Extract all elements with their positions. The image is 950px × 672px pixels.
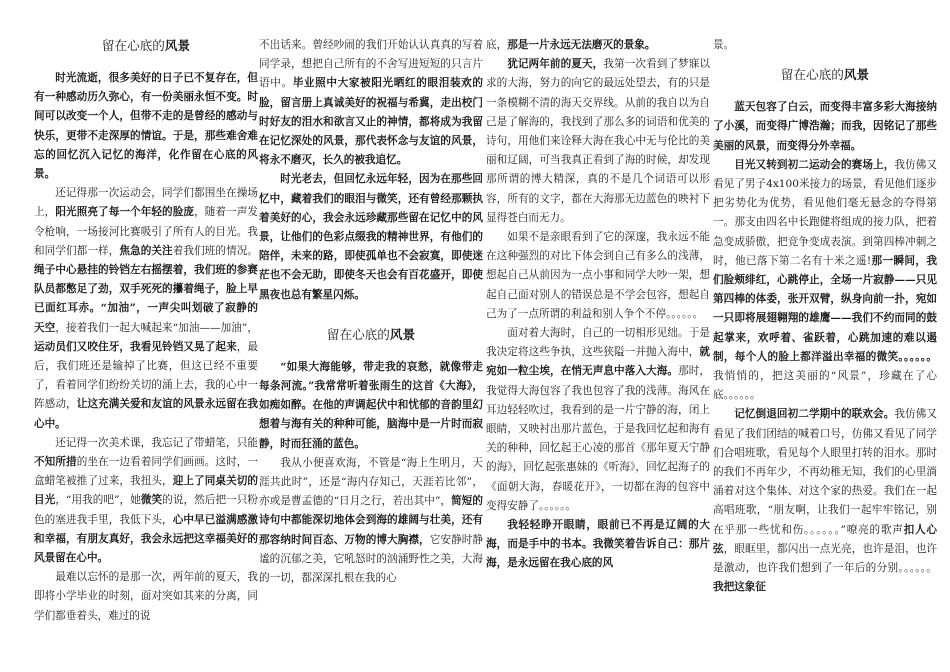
text-run: ，“用我的吧”，她 [55, 494, 141, 507]
text-run: ，随着一声发令枪响，一场接河比赛吸引了所有人的目光。我和同学们都一样， [34, 206, 258, 257]
text-column-2 [259, 36, 483, 666]
paragraph [259, 36, 483, 170]
text-run-bold: 我常常听着张雨生的这首《大海》，如痴如醉。在他的声调起伏中和忧郁的音韵里幻想着与海有关的种种可能，脑海中是一片时而寂静，时而狂涌的蓝色。 [259, 380, 483, 450]
paragraph: 蓝天包容了白云，而变得丰富多彩大海接纳了小溪，而变得广博浩瀚；而我，因铭记了那些美丽的风景，而变得分外幸福。 [713, 101, 937, 152]
text-run: 还记得那一次运动会，同学们都围坐在操场上， [34, 187, 258, 219]
paragraph: 我轻轻睁开眼睛，眼前已不再是辽阔的大海，而是手中的书本。我微笑着告诉自己：那片海，是永远留在我心底的风 [486, 519, 710, 570]
spacer [713, 55, 937, 65]
text-run: ，接着我们一起大喊起来“加油——加油”， [55, 321, 258, 334]
text-run-bold: 扣人心弦 [713, 523, 937, 555]
paragraph [713, 156, 937, 406]
paragraph: 最难以忘怀的是那一次，两年前的夏天，我即将小学毕业的时刻，面对突如其来的分离，同学们都垂着头，难过的说 [34, 571, 258, 622]
title-prefix: 留在心底的 [101, 38, 165, 53]
paragraph [486, 55, 710, 228]
text-run: 我仿佛又看见了我们团结的喊着口号，仿佛又看见了同学们合唱班歌，看见每个人眼里打转的泪水。那时的我们不再年少，不再幼稚无知，我们的心里淌涌着对这个集体、对这个家的热爱。我们在一起高唱班歌，“朋友啊，让我们一起牢牢铭记，别在乎那一些忧和伤。。。。。。”嘹亮的歌声 [713, 408, 937, 536]
text-run-bold: 毕业照中大家被阳光晒红的眼泪装欢的脸，留言册上真诚美好的祝福与希冀，走出校门时好友的泪水和欲言又止的神情，都将成为我留在记忆深处的风景，那代表怀念与友谊的风景，将永不磨灭，长久的被我追忆。 [259, 77, 483, 167]
text-run-bold: 迎上了同桌关切的目光 [34, 475, 258, 507]
spacer [259, 305, 483, 325]
paragraph [486, 324, 710, 516]
text-run-bold: “如果大海能够，带走我的哀愁，就像带走每条河流。” [259, 360, 483, 393]
text-column-3 [486, 36, 710, 666]
text-run: 我第一次看到了梦寐以求的大海，努力的向它的最远处望去，有的只是一条模糊不清的海天交界线。从前的我自以为自己是了解海的，我找到了那么多的词语和优美的诗句，用他们来诠释大海在我心中无与伦比的美丽和辽阔，可当我真正看到了海的时候，却发现那所谓的博大精深，真的不是几个词语可以形容，所有的文字，都在大海那无边蓝色的映衬下显得苍白而无力。 [486, 58, 710, 224]
title-prefix: 留在心底的 [780, 67, 844, 83]
title-strong: 风景 [843, 67, 870, 83]
text-run-bold: 犹记两年前的夏天， [507, 58, 604, 71]
text-run-bold: 我把这象征 [713, 581, 766, 594]
paragraph: 景。 [713, 39, 735, 51]
text-column-4 [713, 36, 937, 666]
paragraph: 时光老去，但回忆永远年轻，因为在那些回忆中，藏着我们的眼泪与微笑，还有曾经那颗执着美好的心，我会永远珍藏那些留在记忆中的风景，让他们的色彩点缀我的精神世界，有他们的陪伴，未来的路，即使孤单也不会寂寞，即使迷茫也不会无助，即使冬天也会有百花盛开，即使黑夜也总有繁星闪烁。 [259, 173, 483, 301]
text-run-bold: 绳子中心悬挂的铃铛左右摇摆着，我们班的参赛队员都憋足了劲，双手死死的攥着绳子，脸上早已面红耳赤。 [34, 264, 258, 315]
text-run: 我仿佛又看见了男子4x100米接力的场景，看见他们逐步把劣势化为优势，看见他们毫无悬念的夺得第一。那支由四名中长跑健将组成的接力队，把着急变成骄傲，把竞争变成表演。到第四棒冲刺之时，他已落下第二名有十米之遥! [713, 158, 937, 267]
text-run: 还记得一次美术课，我忘记了带蜡笔，只能 [55, 436, 258, 449]
text-run-bold: 阳光照亮了每一个年轻的脸庞 [55, 206, 195, 219]
text-run: ，最后，我们班还是输掉了比赛，但这已经不重要了，看着同学们纷纷关切的涌上去，我的心中一阵感动， [34, 340, 258, 411]
paragraph: 如果不是亲眼看到了它的深邃，我永远不能在这种强烈的对比下体会到自己有多么的浅薄，想起自己从前因为一点小事和同学大吵一架，想起自己面对别人的错误总是不学会包容，想起自己为了一点所谓的利益和别人争个不停。。。。。。 [486, 231, 710, 320]
paragraph [34, 184, 258, 434]
title-strong: 风景 [164, 38, 191, 53]
text-run-bold: 让这充满关爱和友谊的风景永远留在我心中。 [34, 398, 258, 430]
paragraph [259, 358, 483, 454]
text-run-bold: 焦急的关注 [119, 244, 173, 257]
text-run-bold: 运动员们又咬住牙，我看见铃铛又晃了起来 [34, 340, 237, 353]
paragraph [713, 405, 937, 597]
text-run-bold: 就宛如一粒尘埃，在悄无声息中落入大海。 [486, 346, 710, 378]
text-run: 的说，然后把一只粉色的塞进我手里，我低下头， [34, 494, 258, 526]
text-run: 面对着大海时，自己的一切相形见绌。于是我决定将这些争执，这些狭隘一并抛入海中， [486, 327, 710, 359]
title-strong: 风景 [389, 326, 416, 342]
essay-title-1 [34, 36, 258, 55]
text-run-bold: 那是一片永远无法磨灭的景象。 [507, 39, 656, 51]
paragraph [34, 434, 258, 568]
paragraph [486, 36, 710, 55]
paragraph: 时光流逝，很多美好的日子已不复存在，但有一种感动历久弥心，有一份美丽永恒不变。时间可以改变一个人，但带不走的是曾经的感动与快乐，更带不走深厚的情谊。于是，那些难舍难忘的回忆沉入记忆的海洋，化作留在心底的风景。 [34, 72, 258, 181]
text-run: 底， [486, 39, 508, 51]
text-run: 不出话来。曾经吵闹的我们开始认认真真的写着同学录，想把自己所有的不舍写进短短的只言片语中。 [259, 39, 483, 90]
text-run: ，眼眶里，都闪出一点光亮，也许是泪，也许是激动，也许我们想到了一年后的分别。。。。。。 [713, 542, 937, 575]
text-run: 我悄悄的，把这美丽的“风景”，珍藏在了心底。。。。。。 [713, 370, 937, 402]
text-run: 它安静时静谧的沉郁之美，它吼怒时的汹涌野性之美，大海的一切，都深深扎根在我的心 [259, 533, 483, 585]
essay-title-2 [259, 325, 483, 344]
text-column-1 [34, 36, 258, 666]
text-run-bold: 心中早已溢满感激和幸福，有朋友真好，我会永远把这幸福美好的风景留在心中。 [34, 513, 258, 565]
text-run-bold: 不知所措 [34, 456, 77, 469]
essay-title-3 [713, 65, 937, 84]
text-run-bold: 记忆倒退回初二学期中的联欢会。 [734, 408, 895, 421]
text-run-bold: 那一瞬间，我们脸颊绯红，心跳停止，全场一片寂静——只见第四棒的体委，张开双臂，纵身向前一扑，宛如一只即将展翅翱翔的雄鹰——我们不约而同的鼓起掌来，欢呼着、雀跃着，心跳加速的难以遏制，每个人的脸上都洋溢出幸福的微笑。。。。。。 [713, 254, 937, 363]
text-run-bold: 简短的诗句中都能深切地体会到海的雄阔与壮美，还有那容纳时间百态、万物的博大胸襟， [259, 495, 483, 546]
text-run: 那时，我觉得大海包容了我也包容了我的浅薄。海风在耳边轻轻吹过，我看到的是一片宁静的海，闭上眼睛，又映衬出那片蓝色，于是我回忆起和海有关的种种，回忆起王心凌的那首《那年夏天宁静的海》，回忆起张惠妹的《听海》，回忆起海子的《面朝大海，春暖花开》，一切都在海的包容中变得安静了。。。。。。 [486, 365, 710, 512]
text-run-bold: 微笑 [140, 494, 163, 507]
text-run-bold: 目光又转到初二运动会的赛场上， [734, 158, 895, 171]
paragraph [259, 454, 483, 588]
text-run-bold: “加油”，一声尖叫划破了寂静的天空 [34, 302, 258, 334]
text-run: 着我们班的情况。 [172, 244, 258, 257]
title-prefix: 留在心底的 [326, 326, 390, 342]
text-run: 的坐在一边看着同学们画画。这时，一盒蜡笔被推了过来，我扭头， [34, 456, 258, 488]
text-run: 我从小便喜欢海，不管是“海上生明月，天涯共此时”，还是“海内存知己，天涯若比邻”，亦或是曹孟德的“日月之行，若出其中”， [259, 456, 483, 508]
